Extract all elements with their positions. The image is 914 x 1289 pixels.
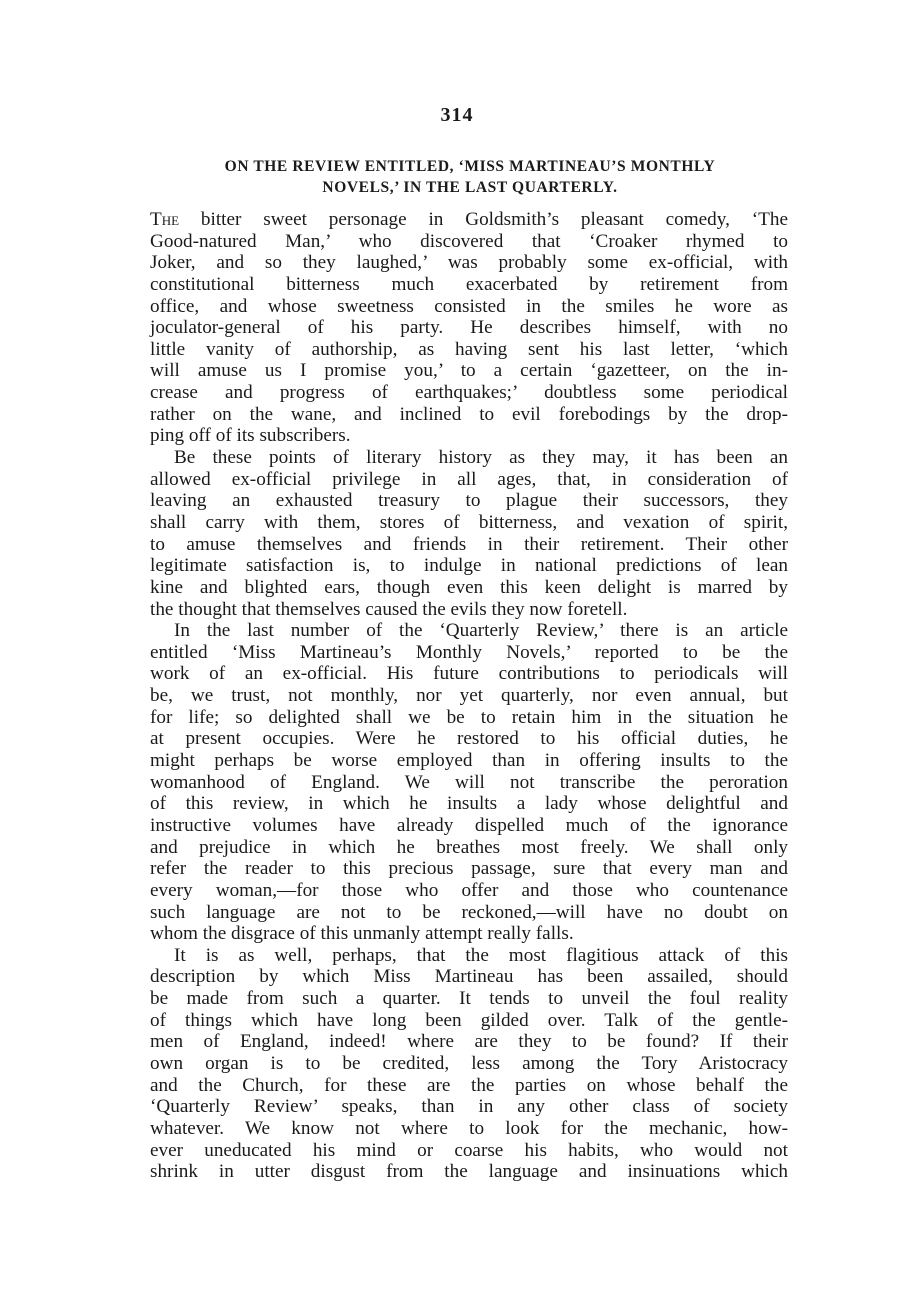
body-line: whatever. We know not where to look for the mechanic, how-: [150, 1117, 788, 1139]
body-line: womanhood of England. We will not transcribe the peroration: [150, 771, 788, 793]
body-line: for life; so delighted shall we be to retain him in the situation he: [150, 706, 788, 728]
paragraph-3: [150, 620, 788, 945]
body-line: of this review, in which he insults a lady whose delightful and: [150, 793, 788, 815]
body-line: to amuse themselves and friends in their retirement. Their other: [150, 533, 788, 555]
body-line: ‘Quarterly Review’ speaks, than in any other class of society: [150, 1096, 788, 1118]
body-line: rather on the wane, and inclined to evil forebodings by the drop-: [150, 403, 788, 425]
body-line: shall carry with them, stores of bitterness, and vexation of spirit,: [150, 511, 788, 533]
body-line: and the Church, for these are the parties on whose behalf the: [150, 1074, 788, 1096]
body-line: be made from such a quarter. It tends to unveil the foul reality: [150, 988, 788, 1010]
body-line: allowed ex-official privilege in all ages, that, in consideration of: [150, 468, 788, 490]
body-line: be, we trust, not monthly, nor yet quarterly, nor even annual, but: [150, 685, 788, 707]
body-line: office, and whose sweetness consisted in the smiles he wore as: [150, 295, 788, 317]
body-line: constitutional bitterness much exacerbated by retirement from: [150, 273, 788, 295]
body-line: Be these points of literary history as they may, it has been an: [174, 447, 788, 469]
body-line: little vanity of authorship, as having sent his last letter, ‘which: [150, 338, 788, 360]
body-line: every woman,—for those who offer and those who countenance: [150, 879, 788, 901]
body-line: shrink in utter disgust from the language and insinuations which: [150, 1161, 788, 1183]
body-line: ever uneducated his mind or coarse his habits, who would not: [150, 1139, 788, 1161]
article-body: [150, 209, 788, 1183]
body-line: of things which have long been gilded over. Talk of the gentle-: [150, 1009, 788, 1031]
body-line: In the last number of the ‘Quarterly Review,’ there is an article: [174, 620, 788, 642]
article-title-line-2: NOVELS,’ IN THE LAST QUARTERLY.: [322, 179, 618, 196]
body-line: work of an ex-official. His future contributions to periodicals will: [150, 663, 788, 685]
page-number: 314: [440, 104, 474, 126]
body-line: own organ is to be credited, less among the Tory Aristocracy: [150, 1052, 788, 1074]
body-line: at present occupies. Were he restored to his official duties, he: [150, 728, 788, 750]
body-line: entitled ‘Miss Martineau’s Monthly Novels,’ reported to be the: [150, 641, 788, 663]
body-line: description by which Miss Martineau has been assailed, should: [150, 966, 788, 988]
line-text: bitter sweet personage in Goldsmith’s pleasant comedy, ‘The: [179, 209, 788, 230]
article-title-line-1: ON THE REVIEW ENTITLED, ‘MISS MARTINEAU’S MONTHLY: [224, 158, 716, 175]
paragraph-2: [150, 447, 788, 620]
paragraph-4: [150, 945, 788, 1183]
body-line: ping off of its subscribers.: [150, 425, 351, 447]
body-line: the thought that themselves caused the evils they now foretell.: [150, 598, 628, 620]
body-line: kine and blighted ears, though even this keen delight is marred by: [150, 576, 788, 598]
body-line: Joker, and so they laughed,’ was probably some ex-official, with: [150, 252, 788, 274]
body-line: legitimate satisfaction is, to indulge in national predictions of lean: [150, 555, 788, 577]
body-line: Good-natured Man,’ who discovered that ‘Croaker rhymed to: [150, 230, 788, 252]
body-line: instructive volumes have already dispelled much of the ignorance: [150, 814, 788, 836]
body-line: men of England, indeed! where are they to be found? If their: [150, 1031, 788, 1053]
body-line: joculator-general of his party. He describes himself, with no: [150, 317, 788, 339]
article-title: [150, 156, 790, 198]
body-line: leaving an exhausted treasury to plague their successors, they: [150, 490, 788, 512]
body-line: and prejudice in which he breathes most freely. We shall only: [150, 836, 788, 858]
first-word: The: [150, 209, 180, 230]
body-line: whom the disgrace of this unmanly attempt really falls.: [150, 923, 574, 945]
paragraph-1: [150, 209, 788, 447]
body-line: will amuse us I promise you,’ to a certain ‘gazetteer, on the in-: [150, 360, 788, 382]
body-line: It is as well, perhaps, that the most flagitious attack of this: [174, 944, 788, 966]
body-line: crease and progress of earthquakes;’ doubtless some periodical: [150, 382, 788, 404]
body-line: such language are not to be reckoned,—will have no doubt on: [150, 901, 788, 923]
body-line: refer the reader to this precious passage, sure that every man and: [150, 858, 788, 880]
body-line: might perhaps be worse employed than in offering insults to the: [150, 750, 788, 772]
body-line: [150, 209, 788, 231]
